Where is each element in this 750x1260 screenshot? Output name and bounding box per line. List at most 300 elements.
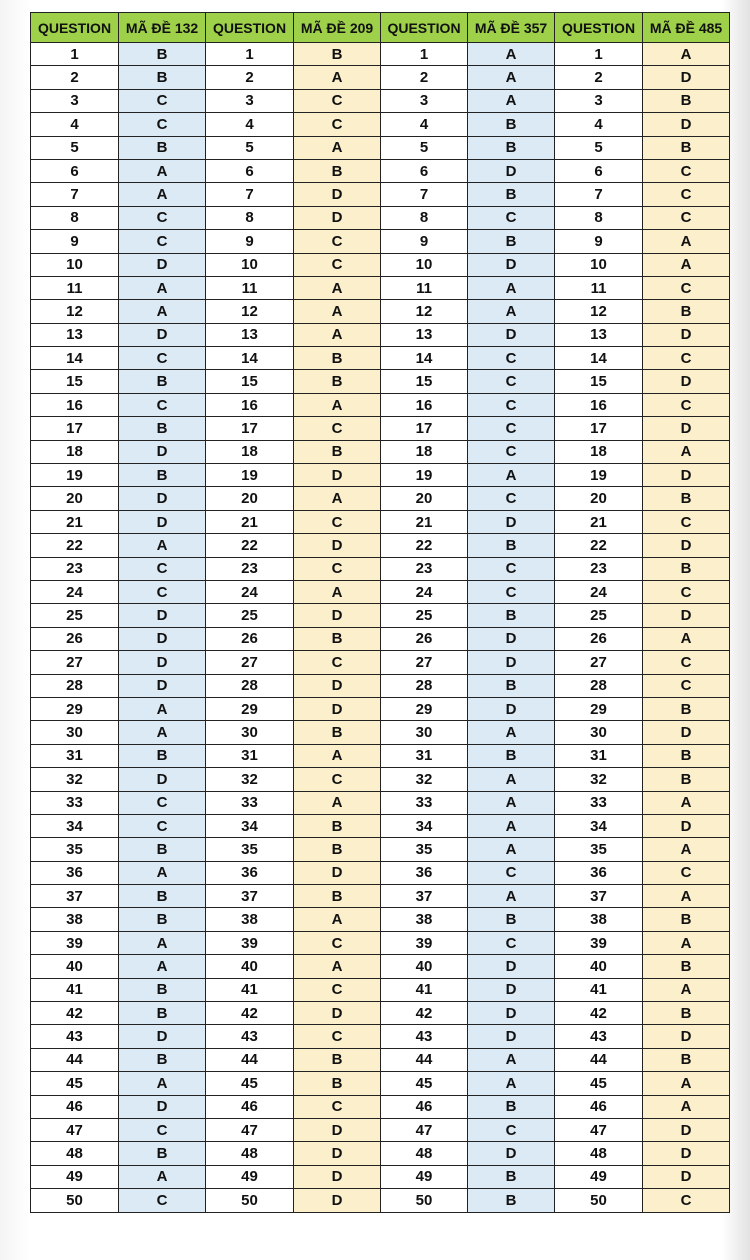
question-number: 33 [206, 791, 294, 814]
table-row [31, 1142, 730, 1165]
question-number: 3 [31, 89, 119, 112]
answer-cell-357: D [468, 697, 555, 720]
answer-cell-209: D [294, 1189, 381, 1212]
answer-cell-485: A [643, 885, 730, 908]
table-row [31, 230, 730, 253]
answer-cell-132: D [119, 604, 206, 627]
question-number: 2 [381, 66, 468, 89]
answer-cell-209: D [294, 1142, 381, 1165]
answer-cell-357: B [468, 534, 555, 557]
answer-cell-357: D [468, 1025, 555, 1048]
question-number: 1 [381, 43, 468, 66]
question-number: 30 [555, 721, 643, 744]
question-number: 6 [381, 159, 468, 182]
question-number: 14 [206, 347, 294, 370]
question-number: 31 [381, 744, 468, 767]
question-number: 12 [555, 300, 643, 323]
table-row [31, 276, 730, 299]
question-number: 18 [555, 440, 643, 463]
answer-cell-485: B [643, 487, 730, 510]
answer-cell-357: D [468, 159, 555, 182]
question-number: 8 [555, 206, 643, 229]
answer-cell-132: D [119, 627, 206, 650]
answer-cell-357: A [468, 66, 555, 89]
answer-cell-357: A [468, 721, 555, 744]
answer-cell-132: C [119, 347, 206, 370]
answer-cell-357: C [468, 440, 555, 463]
answer-cell-357: C [468, 487, 555, 510]
table-row [31, 885, 730, 908]
header-code-132: MÃ ĐỀ 132 [119, 13, 206, 43]
answer-cell-357: A [468, 1072, 555, 1095]
answer-cell-132: B [119, 1002, 206, 1025]
question-number: 30 [206, 721, 294, 744]
question-number: 1 [31, 43, 119, 66]
answer-cell-209: B [294, 721, 381, 744]
answer-cell-357: A [468, 276, 555, 299]
question-number: 42 [31, 1002, 119, 1025]
question-number: 7 [555, 183, 643, 206]
question-number: 37 [31, 885, 119, 908]
question-number: 19 [381, 464, 468, 487]
answer-cell-357: D [468, 323, 555, 346]
answer-cell-132: A [119, 183, 206, 206]
answer-cell-485: B [643, 955, 730, 978]
table-row [31, 323, 730, 346]
question-number: 45 [31, 1072, 119, 1095]
question-number: 34 [31, 814, 119, 837]
table-row [31, 393, 730, 416]
answer-cell-357: B [468, 1095, 555, 1118]
answer-cell-485: C [643, 276, 730, 299]
question-number: 22 [206, 534, 294, 557]
question-number: 40 [381, 955, 468, 978]
question-number: 36 [381, 861, 468, 884]
question-number: 45 [555, 1072, 643, 1095]
answer-cell-132: B [119, 838, 206, 861]
answer-cell-485: B [643, 136, 730, 159]
table-row [31, 604, 730, 627]
question-number: 50 [31, 1189, 119, 1212]
answer-cell-209: C [294, 557, 381, 580]
question-number: 9 [31, 230, 119, 253]
question-number: 23 [206, 557, 294, 580]
question-number: 32 [31, 768, 119, 791]
answer-cell-132: A [119, 276, 206, 299]
question-number: 18 [31, 440, 119, 463]
question-number: 28 [31, 674, 119, 697]
question-number: 39 [31, 931, 119, 954]
question-number: 9 [206, 230, 294, 253]
question-number: 3 [381, 89, 468, 112]
answer-cell-209: D [294, 1118, 381, 1141]
answer-cell-485: D [643, 464, 730, 487]
question-number: 20 [206, 487, 294, 510]
question-number: 46 [206, 1095, 294, 1118]
answer-cell-357: A [468, 814, 555, 837]
question-number: 28 [555, 674, 643, 697]
table-row [31, 347, 730, 370]
question-number: 41 [206, 978, 294, 1001]
answer-cell-485: D [643, 604, 730, 627]
answer-cell-209: D [294, 534, 381, 557]
question-number: 39 [206, 931, 294, 954]
question-number: 3 [555, 89, 643, 112]
answer-cell-132: B [119, 978, 206, 1001]
question-number: 50 [555, 1189, 643, 1212]
answer-cell-209: C [294, 768, 381, 791]
question-number: 13 [381, 323, 468, 346]
question-number: 4 [381, 113, 468, 136]
question-number: 31 [31, 744, 119, 767]
question-number: 32 [555, 768, 643, 791]
answer-cell-357: A [468, 464, 555, 487]
answer-cell-357: C [468, 370, 555, 393]
question-number: 24 [381, 580, 468, 603]
answer-cell-485: B [643, 697, 730, 720]
answer-cell-132: C [119, 791, 206, 814]
answer-cell-132: C [119, 393, 206, 416]
question-number: 20 [381, 487, 468, 510]
answer-cell-485: A [643, 230, 730, 253]
question-number: 15 [206, 370, 294, 393]
table-row [31, 931, 730, 954]
header-question-1: QUESTION [31, 13, 119, 43]
question-number: 2 [206, 66, 294, 89]
answer-cell-132: B [119, 464, 206, 487]
table-row [31, 627, 730, 650]
table-row [31, 300, 730, 323]
answer-cell-209: C [294, 113, 381, 136]
question-number: 41 [31, 978, 119, 1001]
question-number: 47 [206, 1118, 294, 1141]
answer-cell-485: A [643, 627, 730, 650]
question-number: 42 [206, 1002, 294, 1025]
question-number: 37 [555, 885, 643, 908]
answer-cell-485: D [643, 323, 730, 346]
question-number: 12 [206, 300, 294, 323]
answer-cell-209: D [294, 1002, 381, 1025]
answer-cell-209: C [294, 1095, 381, 1118]
question-number: 14 [555, 347, 643, 370]
question-number: 48 [381, 1142, 468, 1165]
answer-cell-209: A [294, 393, 381, 416]
table-row [31, 651, 730, 674]
answer-cell-357: C [468, 1118, 555, 1141]
question-number: 6 [206, 159, 294, 182]
question-number: 16 [31, 393, 119, 416]
answer-key-table [30, 12, 730, 1213]
question-number: 14 [31, 347, 119, 370]
answer-cell-485: C [643, 393, 730, 416]
question-number: 32 [381, 768, 468, 791]
answer-cell-357: D [468, 253, 555, 276]
question-number: 44 [31, 1048, 119, 1071]
table-row [31, 697, 730, 720]
answer-cell-132: D [119, 1025, 206, 1048]
question-number: 49 [31, 1165, 119, 1188]
answer-cell-357: D [468, 1142, 555, 1165]
answer-cell-132: A [119, 534, 206, 557]
table-row [31, 370, 730, 393]
table-row [31, 89, 730, 112]
question-number: 33 [555, 791, 643, 814]
answer-cell-357: B [468, 183, 555, 206]
question-number: 40 [555, 955, 643, 978]
answer-cell-209: B [294, 1072, 381, 1095]
question-number: 40 [31, 955, 119, 978]
answer-cell-132: C [119, 557, 206, 580]
table-row [31, 534, 730, 557]
question-number: 13 [206, 323, 294, 346]
question-number: 21 [381, 510, 468, 533]
question-number: 35 [31, 838, 119, 861]
answer-cell-209: B [294, 627, 381, 650]
question-number: 26 [206, 627, 294, 650]
answer-cell-357: C [468, 861, 555, 884]
answer-cell-132: B [119, 370, 206, 393]
question-number: 47 [31, 1118, 119, 1141]
answer-cell-209: B [294, 347, 381, 370]
question-number: 27 [381, 651, 468, 674]
answer-cell-485: D [643, 113, 730, 136]
answer-cell-209: A [294, 136, 381, 159]
question-number: 5 [31, 136, 119, 159]
answer-cell-357: C [468, 580, 555, 603]
answer-cell-485: C [643, 510, 730, 533]
answer-cell-357: D [468, 1002, 555, 1025]
question-number: 36 [31, 861, 119, 884]
table-row [31, 744, 730, 767]
answer-cell-132: B [119, 885, 206, 908]
question-number: 21 [31, 510, 119, 533]
question-number: 35 [555, 838, 643, 861]
answer-cell-485: A [643, 43, 730, 66]
table-row [31, 1072, 730, 1095]
question-number: 28 [206, 674, 294, 697]
answer-cell-485: A [643, 1072, 730, 1095]
answer-cell-132: D [119, 440, 206, 463]
question-number: 23 [555, 557, 643, 580]
question-number: 17 [555, 417, 643, 440]
answer-cell-485: C [643, 861, 730, 884]
table-row [31, 510, 730, 533]
answer-cell-209: B [294, 814, 381, 837]
answer-cell-485: C [643, 580, 730, 603]
answer-cell-485: C [643, 183, 730, 206]
answer-cell-132: B [119, 136, 206, 159]
answer-cell-485: C [643, 206, 730, 229]
question-number: 17 [381, 417, 468, 440]
answer-cell-209: B [294, 159, 381, 182]
question-number: 8 [31, 206, 119, 229]
question-number: 33 [31, 791, 119, 814]
header-code-485: MÃ ĐỀ 485 [643, 13, 730, 43]
question-number: 16 [555, 393, 643, 416]
answer-cell-132: C [119, 206, 206, 229]
answer-cell-132: B [119, 744, 206, 767]
answer-cell-357: A [468, 89, 555, 112]
table-row [31, 838, 730, 861]
answer-cell-485: D [643, 1025, 730, 1048]
answer-cell-132: B [119, 1048, 206, 1071]
question-number: 16 [206, 393, 294, 416]
question-number: 42 [555, 1002, 643, 1025]
table-row [31, 955, 730, 978]
question-number: 31 [555, 744, 643, 767]
question-number: 11 [31, 276, 119, 299]
answer-cell-209: C [294, 651, 381, 674]
answer-cell-357: D [468, 978, 555, 1001]
answer-cell-485: B [643, 557, 730, 580]
answer-cell-209: B [294, 440, 381, 463]
question-number: 24 [31, 580, 119, 603]
answer-cell-132: B [119, 908, 206, 931]
answer-cell-357: D [468, 955, 555, 978]
question-number: 25 [555, 604, 643, 627]
question-number: 1 [206, 43, 294, 66]
question-number: 35 [381, 838, 468, 861]
table-row [31, 1095, 730, 1118]
answer-cell-209: A [294, 487, 381, 510]
question-number: 43 [31, 1025, 119, 1048]
question-number: 5 [381, 136, 468, 159]
question-number: 41 [555, 978, 643, 1001]
question-number: 50 [381, 1189, 468, 1212]
answer-cell-209: C [294, 89, 381, 112]
answer-cell-357: C [468, 347, 555, 370]
answer-cell-132: A [119, 300, 206, 323]
question-number: 46 [381, 1095, 468, 1118]
answer-cell-209: D [294, 674, 381, 697]
table-row [31, 1025, 730, 1048]
answer-cell-209: D [294, 1165, 381, 1188]
answer-cell-485: D [643, 534, 730, 557]
question-number: 25 [31, 604, 119, 627]
answer-cell-485: C [643, 674, 730, 697]
question-number: 18 [381, 440, 468, 463]
answer-cell-485: D [643, 814, 730, 837]
answer-cell-209: A [294, 744, 381, 767]
answer-cell-209: B [294, 370, 381, 393]
question-number: 48 [31, 1142, 119, 1165]
question-number: 30 [381, 721, 468, 744]
question-number: 48 [555, 1142, 643, 1165]
question-number: 43 [555, 1025, 643, 1048]
answer-cell-132: C [119, 580, 206, 603]
question-number: 11 [555, 276, 643, 299]
question-number: 10 [31, 253, 119, 276]
question-number: 7 [206, 183, 294, 206]
answer-cell-209: D [294, 861, 381, 884]
header-question-2: QUESTION [206, 13, 294, 43]
question-number: 47 [381, 1118, 468, 1141]
table-row [31, 721, 730, 744]
answer-rows [31, 43, 730, 1213]
answer-cell-357: B [468, 604, 555, 627]
answer-cell-132: D [119, 1095, 206, 1118]
question-number: 39 [555, 931, 643, 954]
answer-cell-132: D [119, 674, 206, 697]
answer-cell-132: C [119, 113, 206, 136]
table-row [31, 978, 730, 1001]
answer-cell-132: B [119, 1142, 206, 1165]
answer-cell-209: C [294, 931, 381, 954]
answer-cell-132: D [119, 510, 206, 533]
answer-cell-485: A [643, 440, 730, 463]
answer-cell-485: B [643, 908, 730, 931]
question-number: 8 [381, 206, 468, 229]
answer-cell-485: D [643, 370, 730, 393]
question-number: 11 [206, 276, 294, 299]
question-number: 36 [206, 861, 294, 884]
table-row [31, 136, 730, 159]
question-number: 50 [206, 1189, 294, 1212]
answer-cell-485: A [643, 253, 730, 276]
answer-cell-485: B [643, 768, 730, 791]
question-number: 34 [555, 814, 643, 837]
question-number: 25 [381, 604, 468, 627]
answer-cell-357: B [468, 113, 555, 136]
question-number: 7 [31, 183, 119, 206]
answer-cell-132: C [119, 814, 206, 837]
question-number: 24 [555, 580, 643, 603]
question-number: 43 [206, 1025, 294, 1048]
answer-cell-357: B [468, 908, 555, 931]
question-number: 2 [555, 66, 643, 89]
answer-cell-357: C [468, 417, 555, 440]
question-number: 46 [555, 1095, 643, 1118]
answer-cell-209: A [294, 791, 381, 814]
answer-cell-132: A [119, 1165, 206, 1188]
question-number: 35 [206, 838, 294, 861]
question-number: 2 [31, 66, 119, 89]
table-row [31, 113, 730, 136]
table-row [31, 66, 730, 89]
question-number: 6 [555, 159, 643, 182]
question-number: 9 [381, 230, 468, 253]
answer-cell-485: D [643, 417, 730, 440]
answer-cell-132: D [119, 768, 206, 791]
question-number: 27 [206, 651, 294, 674]
answer-cell-357: B [468, 230, 555, 253]
answer-cell-132: D [119, 651, 206, 674]
question-number: 12 [31, 300, 119, 323]
answer-cell-209: D [294, 604, 381, 627]
question-number: 28 [381, 674, 468, 697]
table-row [31, 674, 730, 697]
answer-cell-209: C [294, 510, 381, 533]
answer-cell-132: A [119, 697, 206, 720]
table-row [31, 861, 730, 884]
question-number: 38 [555, 908, 643, 931]
answer-cell-485: B [643, 744, 730, 767]
question-number: 29 [31, 697, 119, 720]
answer-cell-357: A [468, 768, 555, 791]
answer-cell-132: C [119, 230, 206, 253]
question-number: 11 [381, 276, 468, 299]
answer-cell-209: A [294, 580, 381, 603]
answer-cell-485: A [643, 1095, 730, 1118]
answer-cell-209: A [294, 300, 381, 323]
question-number: 5 [206, 136, 294, 159]
table-row [31, 206, 730, 229]
question-number: 33 [381, 791, 468, 814]
question-number: 5 [555, 136, 643, 159]
table-row [31, 580, 730, 603]
answer-cell-357: B [468, 136, 555, 159]
answer-cell-357: A [468, 43, 555, 66]
